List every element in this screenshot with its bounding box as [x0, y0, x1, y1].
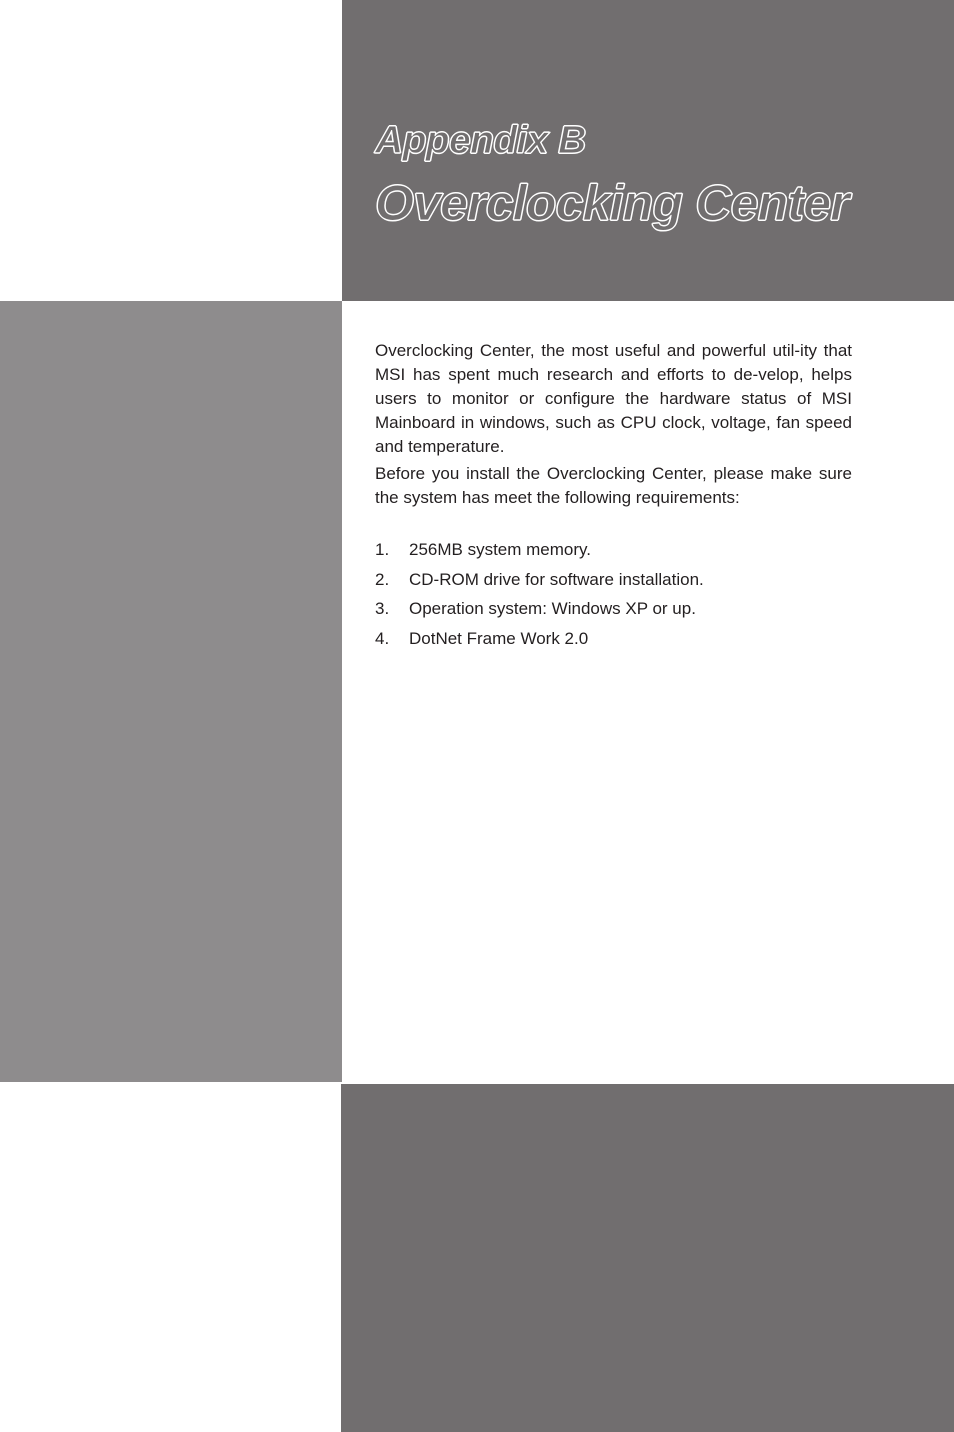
- requirement-text: Operation system: Windows XP or up.: [409, 599, 696, 619]
- requirement-item: [375, 538, 852, 568]
- left-side-panel: [0, 301, 342, 1082]
- requirement-number: 2.: [375, 569, 390, 589]
- requirements-intro: Before you install the Overclocking Center, please make sure the system has meet the following requirements:: [375, 464, 852, 507]
- requirement-number: 1.: [375, 540, 390, 559]
- page-title: Overclocking Center: [375, 175, 849, 231]
- requirement-item: [375, 568, 852, 598]
- requirement-number: 3.: [375, 599, 390, 619]
- intro-paragraph: Overclocking Center, the most useful and powerful util-ity that MSI has spent much research and efforts to de-velop, helps users to monitor or configure the hardware status of MSI Mainboard in windows, such as CPU clock, voltage, fan speed and temperature.: [375, 341, 852, 456]
- requirement-item: [375, 627, 852, 657]
- requirement-text: CD-ROM drive for software installation.: [409, 569, 704, 589]
- appendix-label: Appendix B: [375, 119, 586, 162]
- appendix-header: [375, 116, 935, 268]
- document-content: [375, 339, 852, 657]
- requirement-number: 4.: [375, 629, 390, 649]
- bottom-panel: [341, 1084, 954, 1432]
- requirement-item: [375, 597, 852, 627]
- requirement-text: 256MB system memory.: [409, 540, 592, 559]
- requirements-list: [375, 538, 852, 657]
- requirement-text: DotNet Frame Work 2.0: [409, 629, 589, 649]
